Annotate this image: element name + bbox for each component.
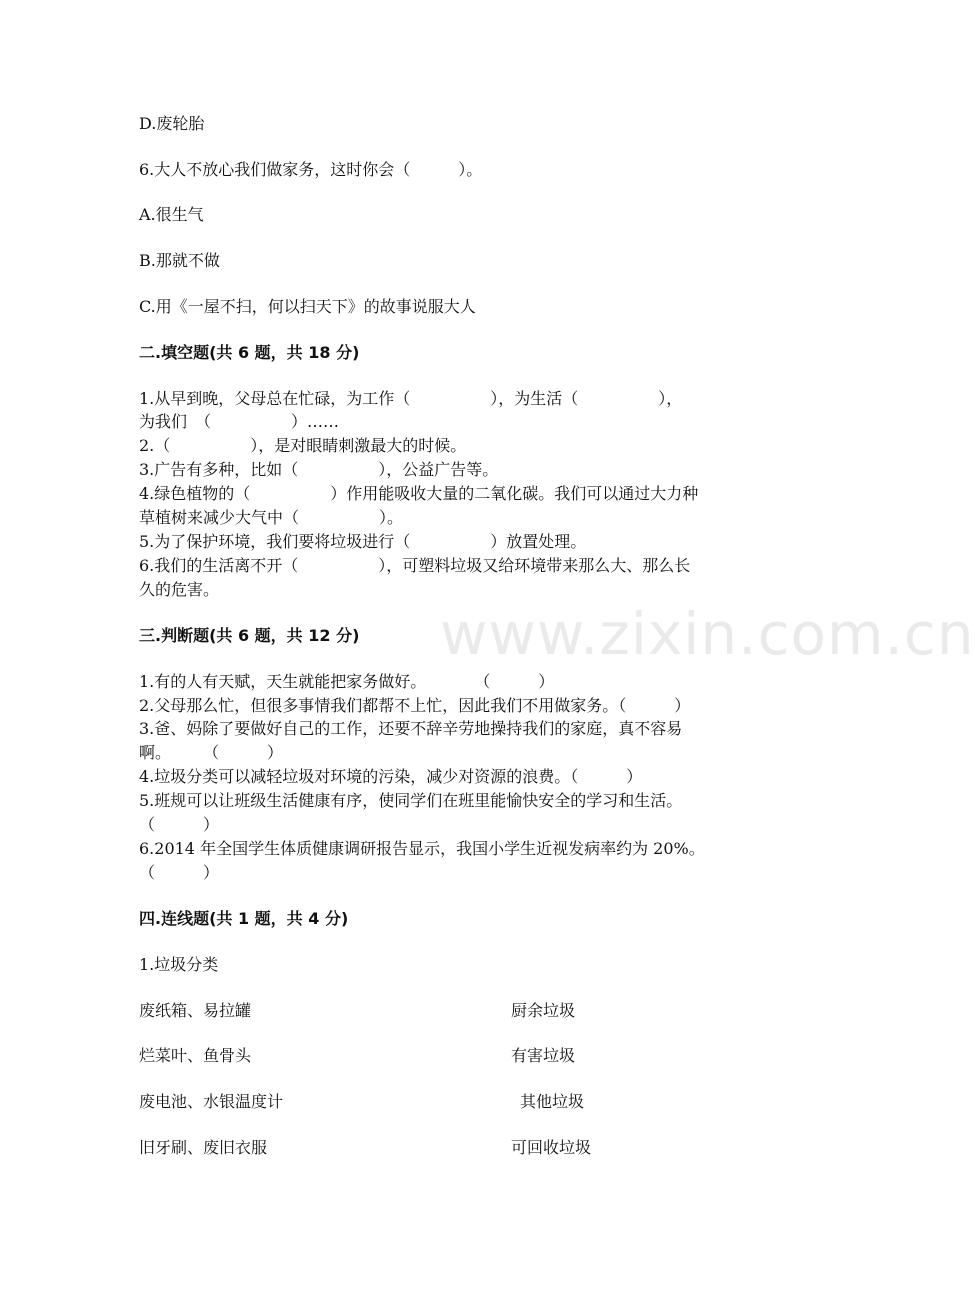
true-false-line: 2.父母那么忙，但很多事情我们都帮不上忙，因此我们不用做家务。（ ）: [139, 696, 691, 715]
option-a: A.很生气: [139, 205, 204, 224]
true-false-line: 6.2014 年全国学生体质健康调研报告显示，我国小学生近视发病率约为 20%。: [139, 839, 705, 858]
true-false-line: 5.班规可以让班级生活健康有序，使同学们在班里能愉快安全的学习和生活。: [139, 791, 683, 810]
true-false-line: （ ）: [139, 863, 220, 882]
fill-blank-line: 1.从早到晚，父母总在忙碌，为工作（ ），为生活（ ），: [139, 389, 683, 408]
matching-left-item: 烂菜叶、鱼骨头: [139, 1046, 252, 1065]
true-false-line: 4.垃圾分类可以减轻垃圾对环境的污染，减少对资源的浪费。（ ）: [139, 767, 643, 786]
fill-blank-line: 为我们 （ ）……: [139, 412, 340, 431]
section-heading-fill-blank: 二.填空题(共 6 题，共 18 分): [139, 343, 360, 362]
true-false-line: 3.爸、妈除了要做好自己的工作，还要不辞辛劳地操持我们的家庭，真不容易: [139, 719, 683, 738]
matching-left-item: 旧牙刷、废旧衣服: [139, 1138, 268, 1157]
matching-right-item: 其他垃圾: [520, 1092, 585, 1111]
fill-blank-line: 2.（ ），是对眼睛刺激最大的时候。: [139, 436, 467, 455]
matching-right-item: 有害垃圾: [511, 1046, 576, 1065]
matching-left-item: 废电池、水银温度计: [139, 1092, 284, 1111]
watermark: www.zixin.com.cn: [440, 600, 975, 668]
option-c: C.用《一屋不扫，何以扫天下》的故事说服大人: [139, 297, 476, 316]
option-d: D.废轮胎: [139, 114, 205, 133]
fill-blank-line: 草植树来减少大气中（ ）。: [139, 508, 404, 527]
matching-right-item: 可回收垃圾: [511, 1138, 592, 1157]
section-heading-true-false: 三.判断题(共 6 题，共 12 分): [139, 626, 360, 645]
fill-blank-line: 久的危害。: [139, 580, 220, 599]
true-false-line: （ ）: [139, 815, 220, 834]
section-heading-matching: 四.连线题(共 1 题，共 4 分): [139, 909, 349, 928]
fill-blank-line: 6.我们的生活离不开（ ），可塑料垃圾又给环境带来那么大、那么长: [139, 556, 691, 575]
fill-blank-line: 4.绿色植物的（ ）作用能吸收大量的二氧化碳。我们可以通过大力种: [139, 484, 699, 503]
fill-blank-line: 3.广告有多种，比如（ ），公益广告等。: [139, 460, 499, 479]
true-false-line: 啊。 （ ）: [139, 743, 284, 762]
option-b: B.那就不做: [139, 251, 220, 270]
matching-left-item: 废纸箱、易拉罐: [139, 1001, 252, 1020]
question-6: 6.大人不放心我们做家务，这时你会（ ）。: [139, 160, 483, 179]
matching-question: 1.垃圾分类: [139, 955, 219, 974]
fill-blank-line: 5.为了保护环境，我们要将垃圾进行（ ）放置处理。: [139, 532, 587, 551]
true-false-line: 1.有的人有天赋，天生就能把家务做好。 （ ）: [139, 672, 555, 691]
matching-right-item: 厨余垃圾: [511, 1001, 576, 1020]
